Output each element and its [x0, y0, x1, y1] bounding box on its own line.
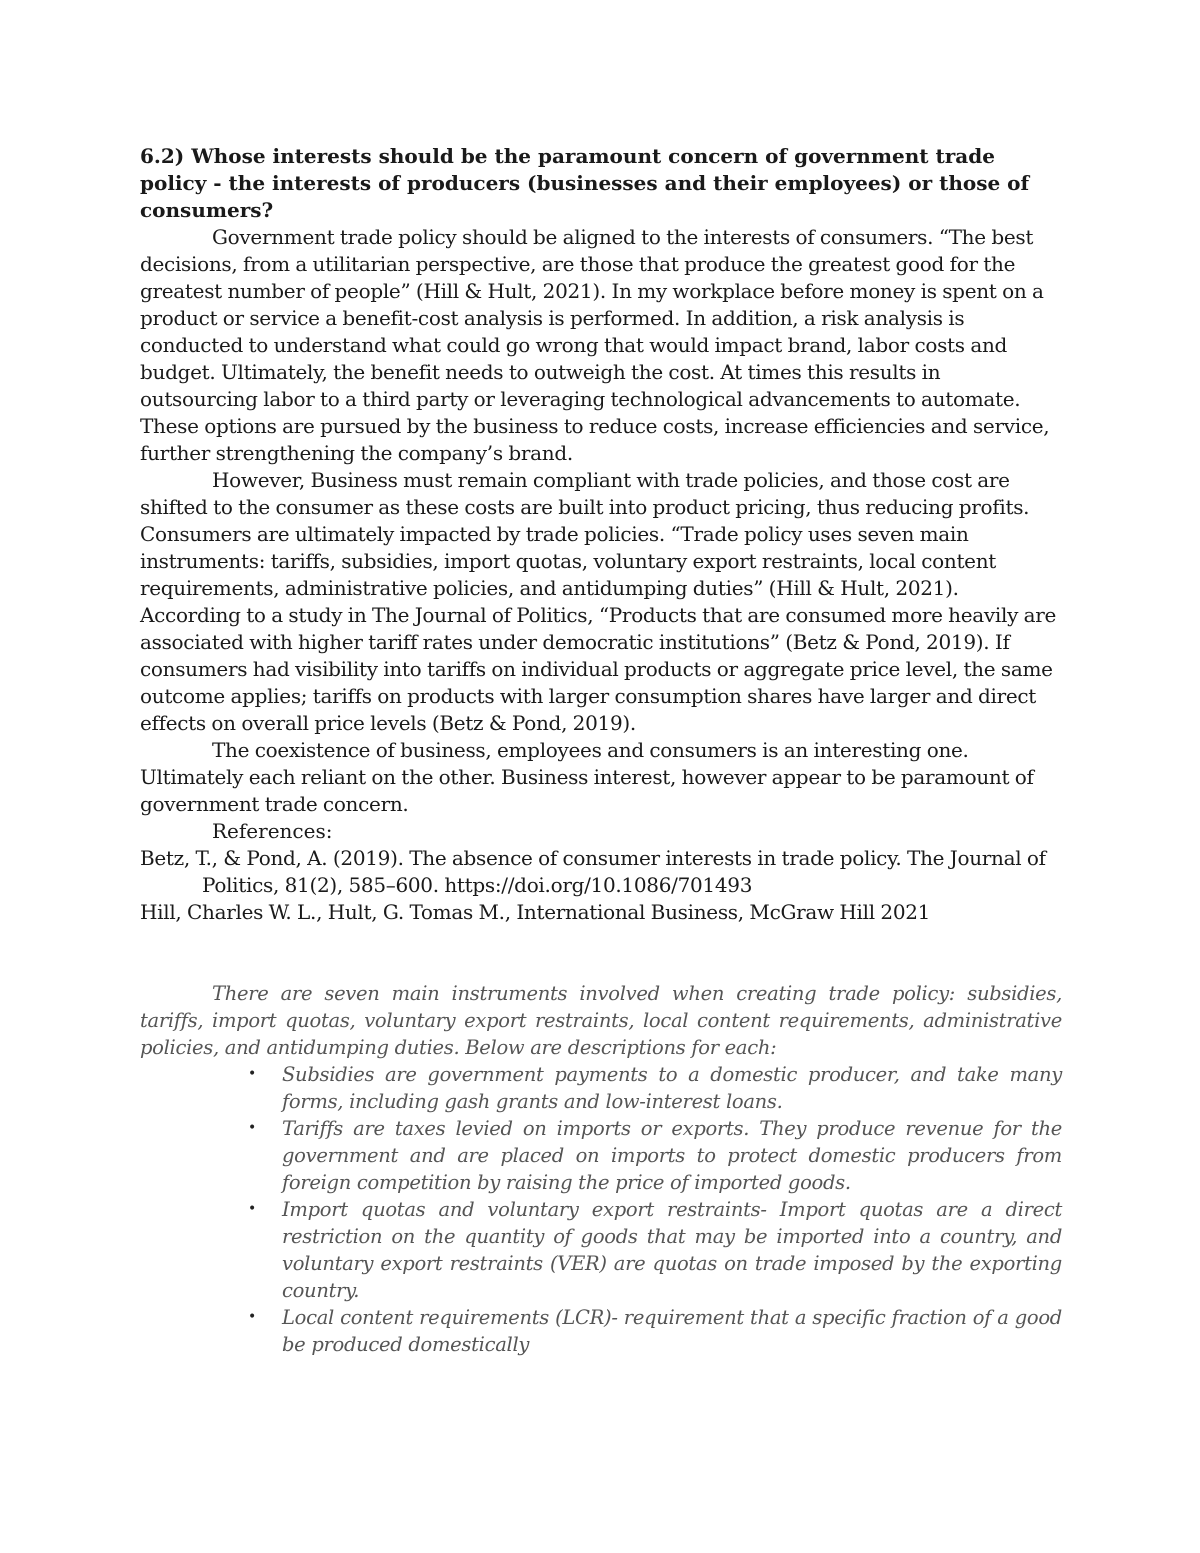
bullet-icon: •	[248, 1066, 256, 1082]
list-item	[248, 1061, 1062, 1115]
question-heading: 6.2) Whose interests should be the paramount concern of government trade policy - the interests of producers (businesses and their employees) or those of consumers?	[140, 144, 1030, 222]
body-paragraph-3: The coexistence of business, employees and consumers is an interesting one. Ultimately each reliant on the other. Business interest, however appear to be paramount of government trade concern.	[140, 738, 1034, 816]
bullet-icon: •	[248, 1120, 256, 1136]
reference-entry-betz: Betz, T., & Pond, A. (2019). The absence of consumer interests in trade policy. The Journal of Politics, 81(2), 585–600. https://doi.org/10.1086/701493	[140, 846, 1046, 897]
list-item-text: Import quotas and voluntary export restraints- Import quotas are a direct restriction on the quantity of goods that may be imported into a country, and voluntary export restraints (VER) are quotas on trade imposed by the exporting country.	[282, 1198, 1062, 1302]
list-item-text: Tariffs are taxes levied on imports or exports. They produce revenue for the government and are placed on imports to protect domestic producers from foreign competition by raising the price of imported goods.	[282, 1117, 1062, 1194]
notes-section	[140, 980, 1062, 1358]
document-page	[140, 143, 1062, 1358]
body-paragraph-2: However, Business must remain compliant with trade policies, and those cost are shifted to the consumer as these costs are built into product pricing, thus reducing profits. Consumers are ultimately impacted by trade policies. “Trade policy uses seven main instruments: tariffs, subsidies, import quotas, voluntary export restraints, local content requirements, administrative policies, and antidumping duties” (Hill & Hult, 2021). According to a study in The Journal of Politics, “Products that are consumed more heavily are associated with higher tariff rates under democratic institutions” (Betz & Pond, 2019). If consumers had visibility into tariffs on individual products or aggregate price level, the same outcome applies; tariffs on products with larger consumption shares have larger and direct effects on overall price levels (Betz & Pond, 2019).	[140, 468, 1057, 735]
list-item-text: Local content requirements (LCR)- requirement that a specific fraction of a good be produced domestically	[282, 1306, 1062, 1356]
notes-intro: There are seven main instruments involved when creating trade policy: subsidies, tariffs, import quotas, voluntary export restraints, local content requirements, administrative policies, and antidumping duties. Below are descriptions for each:	[140, 982, 1062, 1059]
list-item	[248, 1196, 1062, 1304]
body-paragraph-1: Government trade policy should be aligned to the interests of consumers. “The best decisions, from a utilitarian perspective, are those that produce the greatest good for the greatest number of people” (Hill & Hult, 2021). In my workplace before money is spent on a product or service a benefit-cost analysis is performed. In addition, a risk analysis is conducted to understand what could go wrong that would impact brand, labor costs and budget. Ultimately, the benefit needs to outweigh the cost. At times this results in outsourcing labor to a third party or leveraging technological advancements to automate. These options are pursued by the business to reduce costs, increase efficiencies and service, further strengthening the company’s brand.	[140, 225, 1050, 465]
section-spacer	[140, 926, 1062, 980]
list-item	[248, 1304, 1062, 1358]
list-item-text: Subsidies are government payments to a domestic producer, and take many forms, including gash grants and low-interest loans.	[282, 1063, 1062, 1113]
list-item	[248, 1115, 1062, 1196]
bullet-icon: •	[248, 1201, 256, 1217]
references-heading: References:	[212, 819, 333, 843]
reference-entry-hill: Hill, Charles W. L., Hult, G. Tomas M., International Business, McGraw Hill 2021	[140, 900, 931, 924]
bullet-icon: •	[248, 1309, 256, 1325]
instruments-list	[140, 1061, 1062, 1358]
